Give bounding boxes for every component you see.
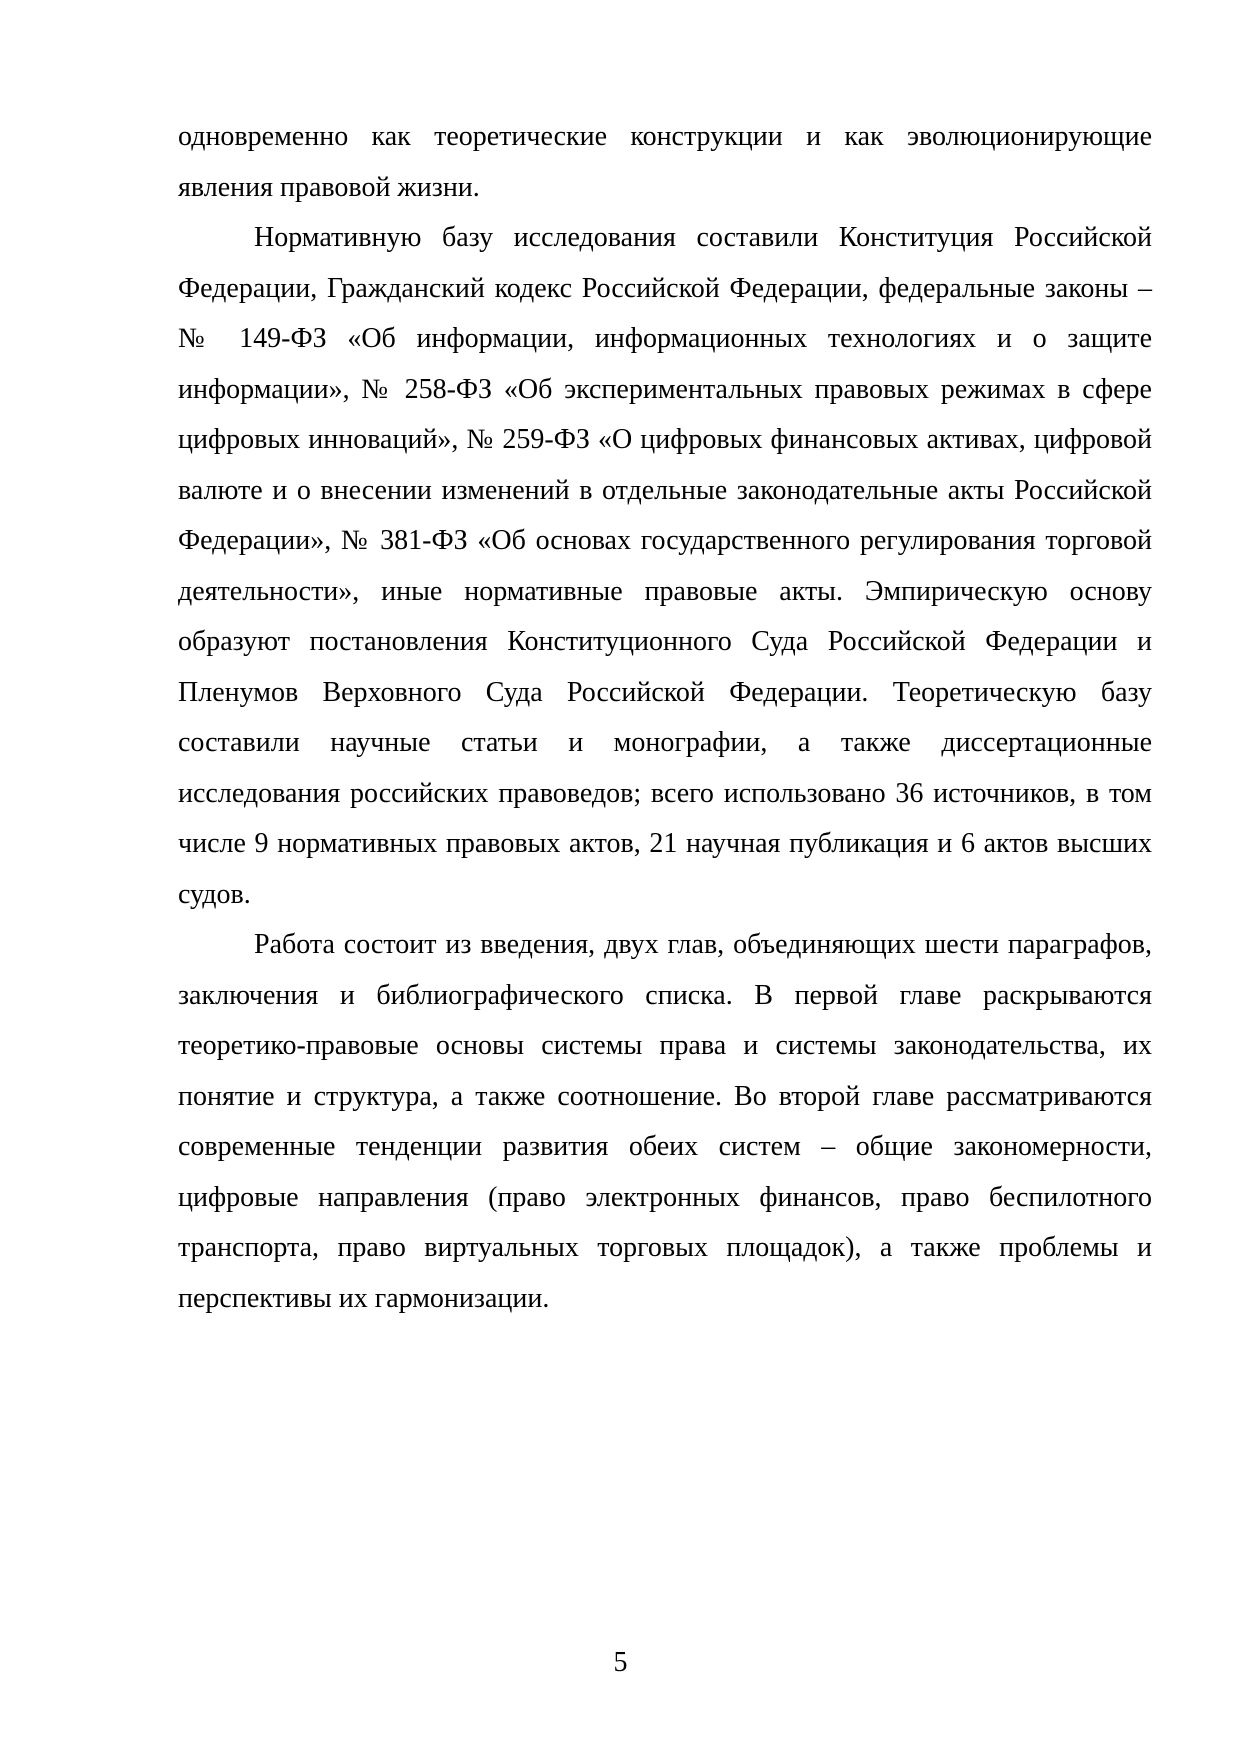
document-body (178, 112, 1152, 1324)
paragraph-work-structure: Работа состоит из введения, двух глав, объединяющих шести параграфов, заключения и библиографического списка. В первой главе раскрываются теоретико-правовые основы системы права и системы законодательства, их понятие и структура, а также соотношение. Во второй главе рассматриваются современные тенденции развития обеих систем – общие закономерности, цифровые направления (право электронных финансов, право беспилотного транспорта, право виртуальных торговых площадок), а также проблемы и перспективы их гармонизации. (178, 929, 1152, 1314)
paragraph-continuation: одновременно как теоретические конструкции и как эволюционирующие явления правовой жизни. (178, 121, 1152, 203)
page-number: 5 (613, 1647, 628, 1678)
paragraph-normative-base: Нормативную базу исследования составили Конституция Российской Федерации, Гражданский кодекс Российской Федерации, федеральные законы – № 149-ФЗ «Об информации, информационных технологиях и о защите информации», № 258-ФЗ «Об экспериментальных правовых режимах в сфере цифровых инноваций», № 259-ФЗ «О цифровых финансовых активах, цифровой валюте и о внесении изменений в отдельные законодательные акты Российской Федерации», № 381-ФЗ «Об основах государственного регулирования торговой деятельности», иные нормативные правовые акты. Эмпирическую основу образуют постановления Конституционного Суда Российской Федерации и Пленумов Верховного Суда Российской Федерации. Теоретическую базу составили научные статьи и монографии, а также диссертационные исследования российских правоведов; всего использовано 36 источников, в том числе 9 нормативных правовых актов, 21 научная публикация и 6 актов высших судов. (178, 222, 1152, 910)
